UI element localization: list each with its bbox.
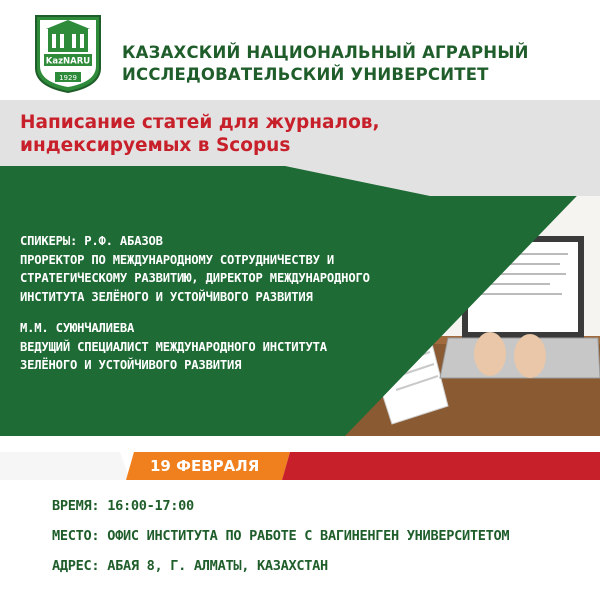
event-time: ВРЕМЯ: 16:00-17:00: [52, 498, 194, 514]
speakers-list: [20, 232, 400, 375]
speaker-1-title-line3: ИНСТИТУТА ЗЕЛЁНОГО И УСТОЙЧИВОГО РАЗВИТИЯ: [20, 289, 313, 304]
logo-year: 1929: [59, 74, 77, 82]
event-address: АДРЕС: АБАЯ 8, Г. АЛМАТЫ, КАЗАХСТАН: [52, 558, 328, 574]
speaker-2: [20, 319, 400, 375]
event-title: [20, 111, 440, 157]
university-name-line1: КАЗАХСКИЙ НАЦИОНАЛЬНЫЙ АГРАРНЫЙ: [122, 43, 529, 62]
event-place: МЕСТО: ОФИС ИНСТИТУТА ПО РАБОТЕ С ВАГИНЕНГЕН УНИВЕРСИТЕТОМ: [52, 528, 510, 544]
speakers-heading: СПИКЕРЫ: Р.Ф. АБАЗОВ: [20, 234, 163, 248]
speaker-1-title-line1: ПРОРЕКТОР ПО МЕЖДУНАРОДНОМУ СОТРУДНИЧЕСТВУ И: [20, 252, 335, 267]
event-title-line2: индексируемых в Scopus: [20, 135, 291, 156]
event-title-line1: Написание статей для журналов,: [20, 112, 380, 133]
speaker-1: [20, 232, 400, 306]
speaker-1-title-line2: СТРАТЕГИЧЕСКОМУ РАЗВИТИЮ, ДИРЕКТОР МЕЖДУНАРОДНОГО: [20, 271, 370, 285]
hand-right-icon: [514, 334, 546, 378]
hand-left-icon: [474, 332, 506, 376]
speaker-2-title-line1: ВЕДУЩИЙ СПЕЦИАЛИСТ МЕЖДУНАРОДНОГО ИНСТИТУТА: [20, 339, 327, 354]
event-date: 19 ФЕВРАЛЯ: [150, 457, 260, 475]
speaker-2-name: М.М. СУЮНЧАЛИЕВА: [20, 321, 135, 335]
logo-text: KazNARU: [45, 56, 91, 67]
university-name: [122, 42, 582, 86]
university-logo: [34, 14, 102, 94]
university-name-line2: ИССЛЕДОВАТЕЛЬСКИЙ УНИВЕРСИТЕТ: [122, 65, 489, 84]
speaker-2-title-line2: ЗЕЛЁНОГО И УСТОЙЧИВОГО РАЗВИТИЯ: [20, 358, 242, 372]
date-bar: [0, 452, 600, 480]
